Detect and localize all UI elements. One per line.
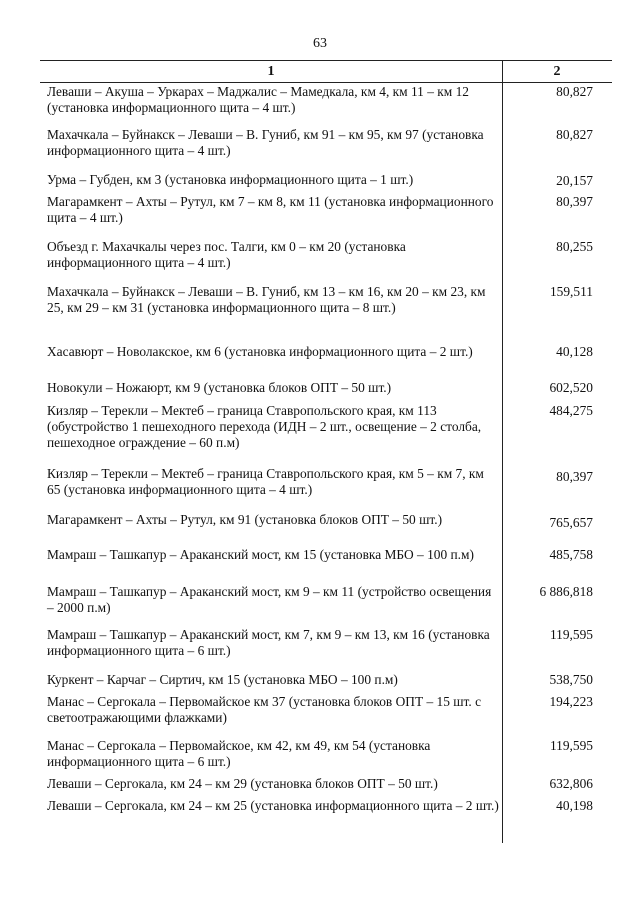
row-11-value: 765,657 (549, 515, 593, 530)
row-4-description: Магарамкент – Ахты – Рутул, км 7 – км 8, км 11 (установка информационного щита – 4 шт.) (47, 194, 494, 225)
row-14-description: Мамраш – Ташкапур – Араканский мост, км 7, км 9 – км 13, км 16 (установка информационного щита – 6 шт.) (47, 627, 490, 658)
row-13-value: 6 886,818 (539, 584, 593, 599)
row-1-value: 80,827 (556, 84, 593, 99)
row-15-description: Куркент – Карчаг – Сиртич, км 15 (установка МБО – 100 п.м) (47, 672, 398, 687)
row-16-value: 194,223 (549, 694, 593, 709)
row-8-description: Новокули – Ножаюрт, км 9 (установка блоков ОПТ – 50 шт.) (47, 380, 392, 395)
row-10-value: 80,397 (556, 469, 593, 484)
row-2-value: 80,827 (556, 127, 593, 142)
row-19-value: 40,198 (556, 798, 593, 813)
row-18-value: 632,806 (549, 776, 593, 791)
row-6-value: 159,511 (549, 284, 593, 299)
page-number: 63 (313, 36, 327, 51)
row-3-value: 20,157 (556, 173, 593, 188)
row-8-value: 602,520 (549, 380, 593, 395)
column-header-2: 2 (553, 64, 561, 79)
row-5-description: Объезд г. Махачкалы через пос. Талги, км 0 – км 20 (установка информационного щита – 4 шт.) (47, 239, 406, 270)
row-4-value: 80,397 (556, 194, 593, 209)
column-header-1: 1 (267, 64, 275, 79)
table-header-border (40, 82, 612, 83)
row-14-value: 119,595 (549, 627, 593, 642)
row-11-description: Магарамкент – Ахты – Рутул, км 91 (установка блоков ОПТ – 50 шт.) (47, 512, 443, 527)
row-17-description: Манас – Сергокала – Первомайское, км 42, км 49, км 54 (установка информационного щита – 6 шт.) (47, 738, 431, 769)
row-2-description: Махачкала – Буйнакск – Леваши – В. Гуниб, км 91 – км 95, км 97 (установка информационного щита – 4 шт.) (47, 127, 484, 158)
row-15-value: 538,750 (549, 672, 593, 687)
row-6-description: Махачкала – Буйнакск – Леваши – В. Гуниб, км 13 – км 16, км 20 – км 23, км 25, км 29 – км 31 (установка информационного щита – 8 шт.) (47, 284, 486, 315)
row-9-value: 484,275 (549, 403, 593, 418)
row-12-value: 485,758 (549, 547, 593, 562)
row-1-description: Леваши – Акуша – Уркарах – Маджалис – Мамедкала, км 4, км 11 – км 12 (установка информационного щита – 4 шт.) (47, 84, 469, 115)
row-17-value: 119,595 (549, 738, 593, 753)
row-7-value: 40,128 (556, 344, 593, 359)
row-19-description: Леваши – Сергокала, км 24 – км 25 (установка информационного щита – 2 шт.) (47, 798, 499, 813)
row-7-description: Хасавюрт – Новолакское, км 6 (установка информационного щита – 2 шт.) (47, 344, 473, 359)
row-18-description: Леваши – Сергокала, км 24 – км 29 (установка блоков ОПТ – 50 шт.) (47, 776, 438, 791)
row-5-value: 80,255 (556, 239, 593, 254)
row-10-description: Кизляр – Терекли – Мектеб – граница Ставропольского края, км 5 – км 7, км 65 (установка информационного щита – 4 шт.) (47, 466, 484, 497)
data-table (0, 60, 640, 880)
table-top-border (40, 60, 612, 61)
row-13-description: Мамраш – Ташкапур – Араканский мост, км 9 – км 11 (устройство освещения – 2000 п.м) (47, 584, 492, 615)
row-3-description: Урма – Губден, км 3 (установка информационного щита – 1 шт.) (47, 172, 414, 187)
row-12-description: Мамраш – Ташкапур – Араканский мост, км 15 (установка МБО – 100 п.м) (47, 547, 474, 562)
table-column-divider (502, 60, 503, 843)
row-9-description: Кизляр – Терекли – Мектеб – граница Ставропольского края, км 113 (обустройство 1 пешеходного перехода (ИДН – 2 шт., освещение – 2 столба, пешеходное ограждение – 60 п.м) (47, 403, 482, 450)
row-16-description: Манас – Сергокала – Первомайское км 37 (установка блоков ОПТ – 15 шт. с светоотражающими флажками) (47, 694, 482, 725)
